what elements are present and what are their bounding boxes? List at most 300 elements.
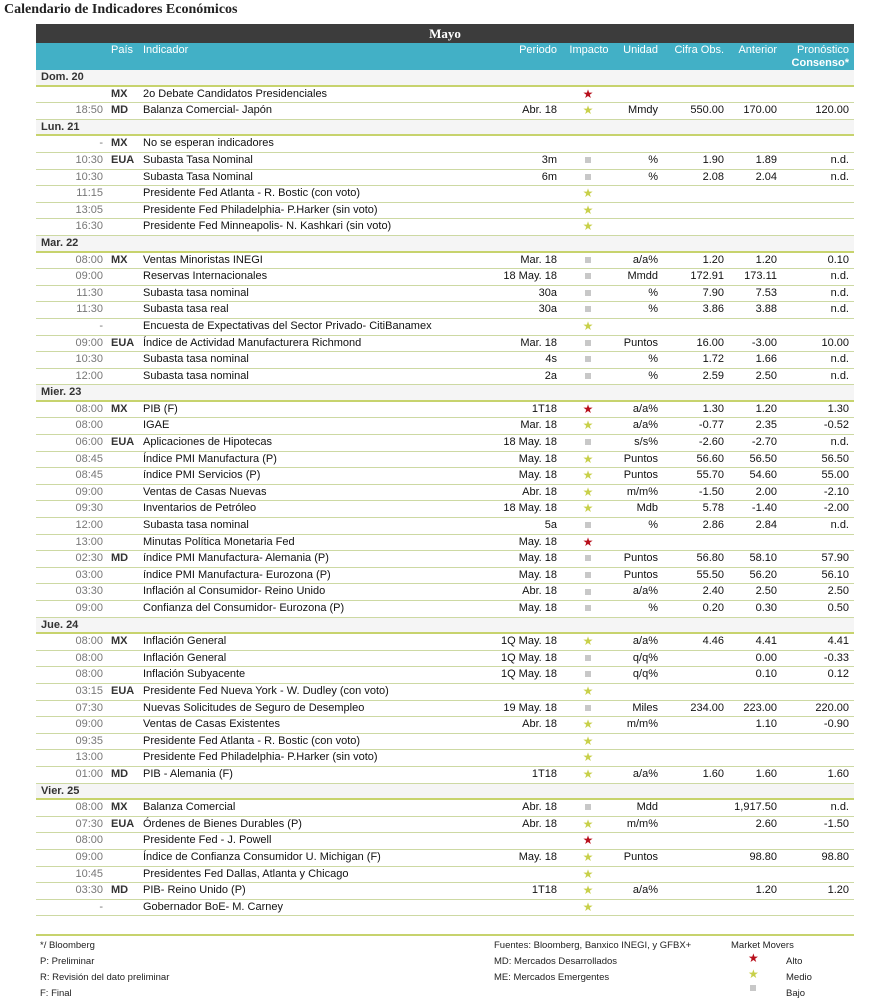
row-observed: 56.80 xyxy=(696,552,724,565)
row-forecast: 98.80 xyxy=(821,850,849,863)
row-unit: Puntos xyxy=(623,452,658,465)
row-observed: -1.50 xyxy=(698,485,724,498)
row-unit: Puntos xyxy=(623,552,658,565)
row-unit: % xyxy=(648,602,658,614)
impact-medium-star-icon: ★ xyxy=(582,484,594,499)
impact-low-square-icon xyxy=(578,667,598,683)
row-indicator: Balanza Comercial- Japón xyxy=(143,104,273,117)
indicator-row xyxy=(36,302,854,319)
row-previous: 2.50 xyxy=(755,369,777,382)
indicator-row xyxy=(36,568,854,585)
row-previous: 56.50 xyxy=(749,452,777,465)
row-time: 09:00 xyxy=(75,270,103,283)
note-bloomberg: */ Bloomberg xyxy=(40,940,95,951)
indicator-row xyxy=(36,485,854,502)
impact-medium-star-icon: ★ xyxy=(582,816,594,831)
row-period: Abr. 18 xyxy=(522,817,557,830)
row-time: 03:30 xyxy=(75,884,103,897)
row-previous: 56.20 xyxy=(749,568,777,581)
impact-low-square-icon xyxy=(578,568,598,584)
row-forecast: 2.50 xyxy=(827,585,849,598)
row-time: 08:00 xyxy=(75,801,103,814)
row-unit: Puntos xyxy=(623,568,658,581)
row-unit: q/q% xyxy=(632,668,658,681)
row-observed: 5.78 xyxy=(702,502,724,515)
row-time: 01:00 xyxy=(75,767,103,780)
indicator-row xyxy=(36,883,854,900)
row-time: 09:00 xyxy=(75,336,103,349)
row-forecast: 0.50 xyxy=(827,602,849,614)
indicator-row xyxy=(36,103,854,120)
col-pronostico: Pronóstico xyxy=(797,44,849,56)
row-previous: -1.40 xyxy=(751,502,777,515)
row-forecast: -0.52 xyxy=(823,419,849,432)
row-period: 5a xyxy=(544,519,557,532)
row-unit: % xyxy=(648,286,658,299)
row-unit: Miles xyxy=(632,701,658,714)
indicator-row xyxy=(36,584,854,601)
row-observed: 7.90 xyxy=(702,286,724,299)
row-indicator: Presidente Fed Philadelphia- P.Harker (sin voto) xyxy=(143,203,378,216)
indicator-row xyxy=(36,750,854,767)
row-period: 18 May. 18 xyxy=(503,502,557,515)
impact-low-square-icon xyxy=(578,336,598,352)
col-indicador: Indicador xyxy=(143,44,189,56)
row-period: May. 18 xyxy=(518,602,557,614)
row-observed: 2.59 xyxy=(702,369,724,382)
indicator-row xyxy=(36,684,854,701)
row-period: 2a xyxy=(544,369,557,382)
indicator-row xyxy=(36,518,854,535)
row-indicator: Presidente Fed Atlanta - R. Bostic (con voto) xyxy=(143,187,361,200)
row-forecast: 57.90 xyxy=(821,552,849,565)
legend-bajo-label: Bajo xyxy=(786,988,806,999)
row-indicator: Inflación Subyacente xyxy=(143,668,246,681)
row-indicator: Presidentes Fed Dallas, Atlanta y Chicago xyxy=(143,867,349,880)
row-indicator: Confianza del Consumidor- Eurozona (P) xyxy=(143,602,345,614)
row-indicator: Nuevas Solicitudes de Seguro de Desempleo xyxy=(143,701,365,714)
row-indicator: Índice PMI Manufactura (P) xyxy=(143,452,277,465)
row-forecast: 1.30 xyxy=(827,402,849,415)
row-forecast: n.d. xyxy=(830,436,849,449)
impact-medium-star-icon: ★ xyxy=(582,733,594,748)
row-indicator: índice PMI Manufactura- Eurozona (P) xyxy=(143,568,331,581)
row-unit: s/s% xyxy=(634,436,658,449)
row-indicator: No se esperan indicadores xyxy=(143,137,274,150)
row-time: - xyxy=(99,319,103,332)
row-time: 11:30 xyxy=(76,303,103,316)
row-period: 19 May. 18 xyxy=(503,701,557,714)
indicator-row xyxy=(36,667,854,684)
row-previous: 2.60 xyxy=(755,817,777,830)
row-period: 1Q May. 18 xyxy=(500,651,557,664)
row-forecast: n.d. xyxy=(830,519,849,532)
row-indicator: índice PMI Servicios (P) xyxy=(143,469,261,482)
row-forecast: 10.00 xyxy=(821,336,849,349)
row-time: 08:00 xyxy=(75,402,103,415)
row-country: EUA xyxy=(111,153,135,166)
col-impacto: Impacto xyxy=(569,44,609,56)
row-previous: 54.60 xyxy=(749,469,777,482)
impact-medium-star-icon: ★ xyxy=(582,883,594,898)
row-period: 1Q May. 18 xyxy=(500,635,557,648)
row-time: 18:50 xyxy=(75,104,103,117)
indicator-row xyxy=(36,352,854,369)
row-period: May. 18 xyxy=(518,469,557,482)
row-previous: -2.70 xyxy=(751,436,777,449)
impact-medium-star-icon: ★ xyxy=(582,202,594,217)
note-fuentes: Fuentes: Bloomberg, Banxico INEGI, y GFBX+ xyxy=(494,940,692,951)
row-time: - xyxy=(99,137,103,150)
row-observed: 2.40 xyxy=(702,585,724,598)
row-time: 07:30 xyxy=(75,701,103,714)
indicator-row xyxy=(36,767,854,784)
row-forecast: 4.41 xyxy=(827,635,849,648)
impact-low-square-icon xyxy=(578,601,598,617)
row-forecast: n.d. xyxy=(830,303,849,316)
row-forecast: n.d. xyxy=(830,286,849,299)
row-time: 03:15 xyxy=(75,684,103,697)
row-observed: 2.08 xyxy=(702,170,724,183)
row-period: 1Q May. 18 xyxy=(500,668,557,681)
day-label: Mar. 22 xyxy=(41,236,79,249)
row-indicator: Subasta tasa real xyxy=(143,303,229,316)
row-country: MD xyxy=(111,104,129,117)
row-time: - xyxy=(99,900,103,913)
indicator-row xyxy=(36,336,854,353)
row-time: 08:00 xyxy=(75,419,103,432)
row-previous: -3.00 xyxy=(751,336,777,349)
row-indicator: PIB (F) xyxy=(143,402,178,415)
row-time: 12:00 xyxy=(75,369,103,382)
indicator-row xyxy=(36,452,854,469)
indicator-row xyxy=(36,153,854,170)
row-observed: 56.60 xyxy=(696,452,724,465)
row-observed: 1.72 xyxy=(702,353,724,366)
impact-low-square-icon xyxy=(578,302,598,318)
row-indicator: Presidente Fed - J. Powell xyxy=(143,834,272,847)
row-unit: q/q% xyxy=(632,651,658,664)
row-unit: m/m% xyxy=(626,718,658,731)
row-unit: a/a% xyxy=(632,884,658,897)
day-header-row xyxy=(36,784,854,801)
col-consenso: Consenso* xyxy=(791,57,849,69)
row-unit: Mmdd xyxy=(627,270,658,283)
impact-medium-star-icon: ★ xyxy=(582,683,594,698)
indicator-row xyxy=(36,203,854,220)
day-label: Jue. 24 xyxy=(41,618,79,631)
day-label: Mier. 23 xyxy=(41,386,82,399)
row-indicator: Inflación General xyxy=(143,651,227,664)
row-forecast: n.d. xyxy=(830,270,849,283)
row-time: 08:00 xyxy=(75,668,103,681)
impact-high-star-icon: ★ xyxy=(582,86,594,101)
indicator-row xyxy=(36,170,854,187)
day-label: Lun. 21 xyxy=(41,120,80,133)
row-observed: -2.60 xyxy=(698,436,724,449)
row-previous: 0.30 xyxy=(755,602,777,614)
row-period: May. 18 xyxy=(518,552,557,565)
row-time: 13:05 xyxy=(75,203,103,216)
impact-medium-star-icon: ★ xyxy=(582,103,594,118)
impact-low-square-icon xyxy=(578,701,598,717)
row-previous: 1.89 xyxy=(755,153,777,166)
row-country: EUA xyxy=(111,336,135,349)
row-time: 12:00 xyxy=(75,519,103,532)
row-time: 10:30 xyxy=(75,153,103,166)
note-final: F: Final xyxy=(40,988,72,999)
impact-low-square-icon xyxy=(578,584,598,600)
row-indicator: Encuesta de Expectativas del Sector Privado- CitiBanamex xyxy=(143,319,432,332)
row-unit: % xyxy=(648,303,658,316)
row-indicator: Subasta tasa nominal xyxy=(143,369,249,382)
row-time: 08:00 xyxy=(75,834,103,847)
indicator-row xyxy=(36,551,854,568)
row-country: MX xyxy=(111,253,128,266)
row-unit: % xyxy=(648,353,658,366)
impact-low-square-icon xyxy=(578,170,598,186)
row-time: 03:00 xyxy=(75,568,103,581)
row-period: May. 18 xyxy=(518,568,557,581)
row-time: 10:30 xyxy=(75,353,103,366)
row-previous: 7.53 xyxy=(755,286,777,299)
row-indicator: IGAE xyxy=(143,419,170,432)
row-period: May. 18 xyxy=(518,452,557,465)
indicator-row xyxy=(36,286,854,303)
row-country: EUA xyxy=(111,436,135,449)
impact-medium-star-icon: ★ xyxy=(582,468,594,483)
col-anterior: Anterior xyxy=(738,44,777,56)
row-previous: 173.11 xyxy=(744,270,777,283)
row-indicator: Ventas de Casas Existentes xyxy=(143,718,280,731)
indicator-row xyxy=(36,219,854,236)
impact-high-star-icon: ★ xyxy=(582,534,594,549)
row-previous: 2.84 xyxy=(755,519,777,532)
row-unit: m/m% xyxy=(626,485,658,498)
row-indicator: Subasta tasa nominal xyxy=(143,353,249,366)
row-time: 02:30 xyxy=(75,552,103,565)
row-indicator: Presidente Fed Minneapolis- N. Kashkari (sin voto) xyxy=(143,220,392,233)
row-previous: 3.88 xyxy=(755,303,777,316)
indicator-row xyxy=(36,87,854,104)
row-observed: 172.91 xyxy=(690,270,724,283)
row-forecast: n.d. xyxy=(830,801,849,814)
col-periodo: Periodo xyxy=(519,44,557,56)
row-unit: a/a% xyxy=(632,585,658,598)
row-forecast: n.d. xyxy=(830,153,849,166)
row-observed: 550.00 xyxy=(690,104,724,117)
row-forecast: 55.00 xyxy=(821,469,849,482)
row-previous: 170.00 xyxy=(743,104,777,117)
row-previous: 0.10 xyxy=(755,668,777,681)
row-observed: 1.30 xyxy=(702,402,724,415)
row-indicator: Subasta Tasa Nominal xyxy=(143,170,253,183)
row-previous: 1,917.50 xyxy=(734,801,777,814)
row-observed: 0.20 xyxy=(702,602,724,614)
row-previous: 98.80 xyxy=(749,850,777,863)
row-country: MX xyxy=(111,635,128,648)
row-forecast: -0.33 xyxy=(823,651,849,664)
row-period: May. 18 xyxy=(518,850,557,863)
impact-low-square-icon xyxy=(578,651,598,667)
row-unit: % xyxy=(648,519,658,532)
indicator-row xyxy=(36,833,854,850)
row-time: 07:30 xyxy=(75,817,103,830)
row-time: 11:30 xyxy=(76,286,103,299)
footer-divider xyxy=(36,934,854,936)
row-indicator: Inventarios de Petróleo xyxy=(143,502,257,515)
row-forecast: -1.50 xyxy=(823,817,849,830)
day-header-row xyxy=(36,236,854,253)
indicator-row xyxy=(36,535,854,552)
impact-low-square-icon xyxy=(578,369,598,385)
impact-low-square-icon xyxy=(578,800,598,816)
indicator-row xyxy=(36,269,854,286)
row-indicator: Presidente Fed Atlanta - R. Bostic (con voto) xyxy=(143,734,361,747)
row-unit: Puntos xyxy=(623,469,658,482)
impact-medium-star-icon: ★ xyxy=(582,186,594,201)
row-previous: 2.35 xyxy=(755,419,777,432)
row-unit: a/a% xyxy=(632,419,658,432)
col-pais: País xyxy=(111,44,134,56)
row-forecast: n.d. xyxy=(830,353,849,366)
row-period: 1T18 xyxy=(531,402,557,415)
indicator-row xyxy=(36,319,854,336)
row-time: 09:30 xyxy=(75,502,103,515)
row-country: EUA xyxy=(111,817,135,830)
row-observed: 16.00 xyxy=(696,336,724,349)
row-country: MD xyxy=(111,552,129,565)
note-preliminar: P: Preliminar xyxy=(40,956,95,967)
row-country: EUA xyxy=(111,684,135,697)
indicator-row xyxy=(36,136,854,153)
note-md: MD: Mercados Desarrollados xyxy=(494,956,618,967)
row-indicator: Índice de Confianza Consumidor U. Michigan (F) xyxy=(143,850,381,863)
row-time: 08:45 xyxy=(75,469,103,482)
indicator-row xyxy=(36,800,854,817)
row-indicator: Subasta tasa nominal xyxy=(143,286,249,299)
row-previous: 1.10 xyxy=(755,718,777,731)
row-time: 09:00 xyxy=(75,485,103,498)
row-unit: % xyxy=(648,170,658,183)
indicator-row xyxy=(36,734,854,751)
row-observed: 1.60 xyxy=(702,767,724,780)
row-time: 09:00 xyxy=(75,602,103,614)
row-observed: 3.86 xyxy=(702,303,724,316)
row-unit: a/a% xyxy=(632,402,658,415)
row-period: 18 May. 18 xyxy=(503,270,557,283)
row-indicator: Aplicaciones de Hipotecas xyxy=(143,436,273,449)
day-label: Vier. 25 xyxy=(41,784,80,797)
impact-medium-star-icon: ★ xyxy=(582,418,594,433)
indicator-row xyxy=(36,717,854,734)
row-forecast: -2.00 xyxy=(823,502,849,515)
row-time: 09:00 xyxy=(75,850,103,863)
indicator-row xyxy=(36,651,854,668)
impact-medium-star-icon: ★ xyxy=(582,766,594,781)
row-unit: a/a% xyxy=(632,767,658,780)
indicator-row xyxy=(36,601,854,618)
impact-medium-star-icon: ★ xyxy=(582,866,594,881)
indicator-row xyxy=(36,369,854,386)
row-indicator: Subasta Tasa Nominal xyxy=(143,153,253,166)
row-previous: 1.20 xyxy=(755,253,777,266)
impact-low-square-icon xyxy=(578,518,598,534)
col-cifra: Cifra Obs. xyxy=(674,44,724,56)
legend-alto-icon: ★ xyxy=(748,951,759,965)
row-indicator: Subasta tasa nominal xyxy=(143,519,249,532)
legend-alto-label: Alto xyxy=(786,956,803,967)
day-label: Dom. 20 xyxy=(41,71,84,83)
row-forecast: 120.00 xyxy=(815,104,849,117)
legend-medio-icon: ★ xyxy=(748,967,759,981)
row-previous: 0.00 xyxy=(755,651,777,664)
indicator-table xyxy=(36,70,854,916)
indicator-row xyxy=(36,900,854,917)
impact-medium-star-icon: ★ xyxy=(582,750,594,765)
row-indicator: PIB- Reino Unido (P) xyxy=(143,884,246,897)
row-country: MX xyxy=(111,801,128,814)
row-indicator: Balanza Comercial xyxy=(143,801,236,814)
row-period: Abr. 18 xyxy=(522,585,557,598)
row-forecast: 0.10 xyxy=(827,253,849,266)
row-period: 3m xyxy=(541,153,557,166)
row-previous: 1.66 xyxy=(755,353,777,366)
row-period: Abr. 18 xyxy=(522,718,557,731)
row-forecast: 1.60 xyxy=(827,767,849,780)
row-indicator: Inflación General xyxy=(143,635,227,648)
row-indicator: Gobernador BoE- M. Carney xyxy=(143,900,284,913)
row-forecast: 1.20 xyxy=(827,884,849,897)
row-indicator: índice PMI Manufactura- Alemania (P) xyxy=(143,552,329,565)
row-forecast: -2.10 xyxy=(823,485,849,498)
legend-medio-label: Medio xyxy=(786,972,812,983)
impact-low-square-icon xyxy=(578,551,598,567)
impact-medium-star-icon: ★ xyxy=(582,219,594,234)
row-country: MX xyxy=(111,137,128,150)
row-observed: 55.70 xyxy=(696,469,724,482)
row-time: 08:00 xyxy=(75,635,103,648)
row-unit: Mdd xyxy=(636,801,658,814)
note-me: ME: Mercados Emergentes xyxy=(494,972,610,983)
indicator-row xyxy=(36,468,854,485)
row-unit: m/m% xyxy=(626,817,658,830)
indicator-row xyxy=(36,402,854,419)
row-forecast: n.d. xyxy=(830,170,849,183)
row-period: 18 May. 18 xyxy=(503,436,557,449)
row-period: 4s xyxy=(545,353,557,366)
row-unit: Puntos xyxy=(623,850,658,863)
row-observed: 55.50 xyxy=(696,568,724,581)
impact-low-square-icon xyxy=(578,286,598,302)
row-time: 13:00 xyxy=(75,535,103,548)
impact-high-star-icon: ★ xyxy=(582,401,594,416)
row-observed: 1.20 xyxy=(702,253,724,266)
indicator-row xyxy=(36,253,854,270)
row-forecast: -0.90 xyxy=(823,718,849,731)
row-time: 06:00 xyxy=(75,436,103,449)
row-country: MD xyxy=(111,767,129,780)
row-country: MX xyxy=(111,87,128,100)
row-time: 03:30 xyxy=(75,585,103,598)
impact-low-square-icon xyxy=(578,352,598,368)
indicator-row xyxy=(36,850,854,867)
row-indicator: Reservas Internacionales xyxy=(143,270,268,283)
row-previous: 1.60 xyxy=(755,767,777,780)
row-previous: 58.10 xyxy=(749,552,777,565)
row-time: 09:00 xyxy=(75,718,103,731)
row-observed: 1.90 xyxy=(702,153,724,166)
